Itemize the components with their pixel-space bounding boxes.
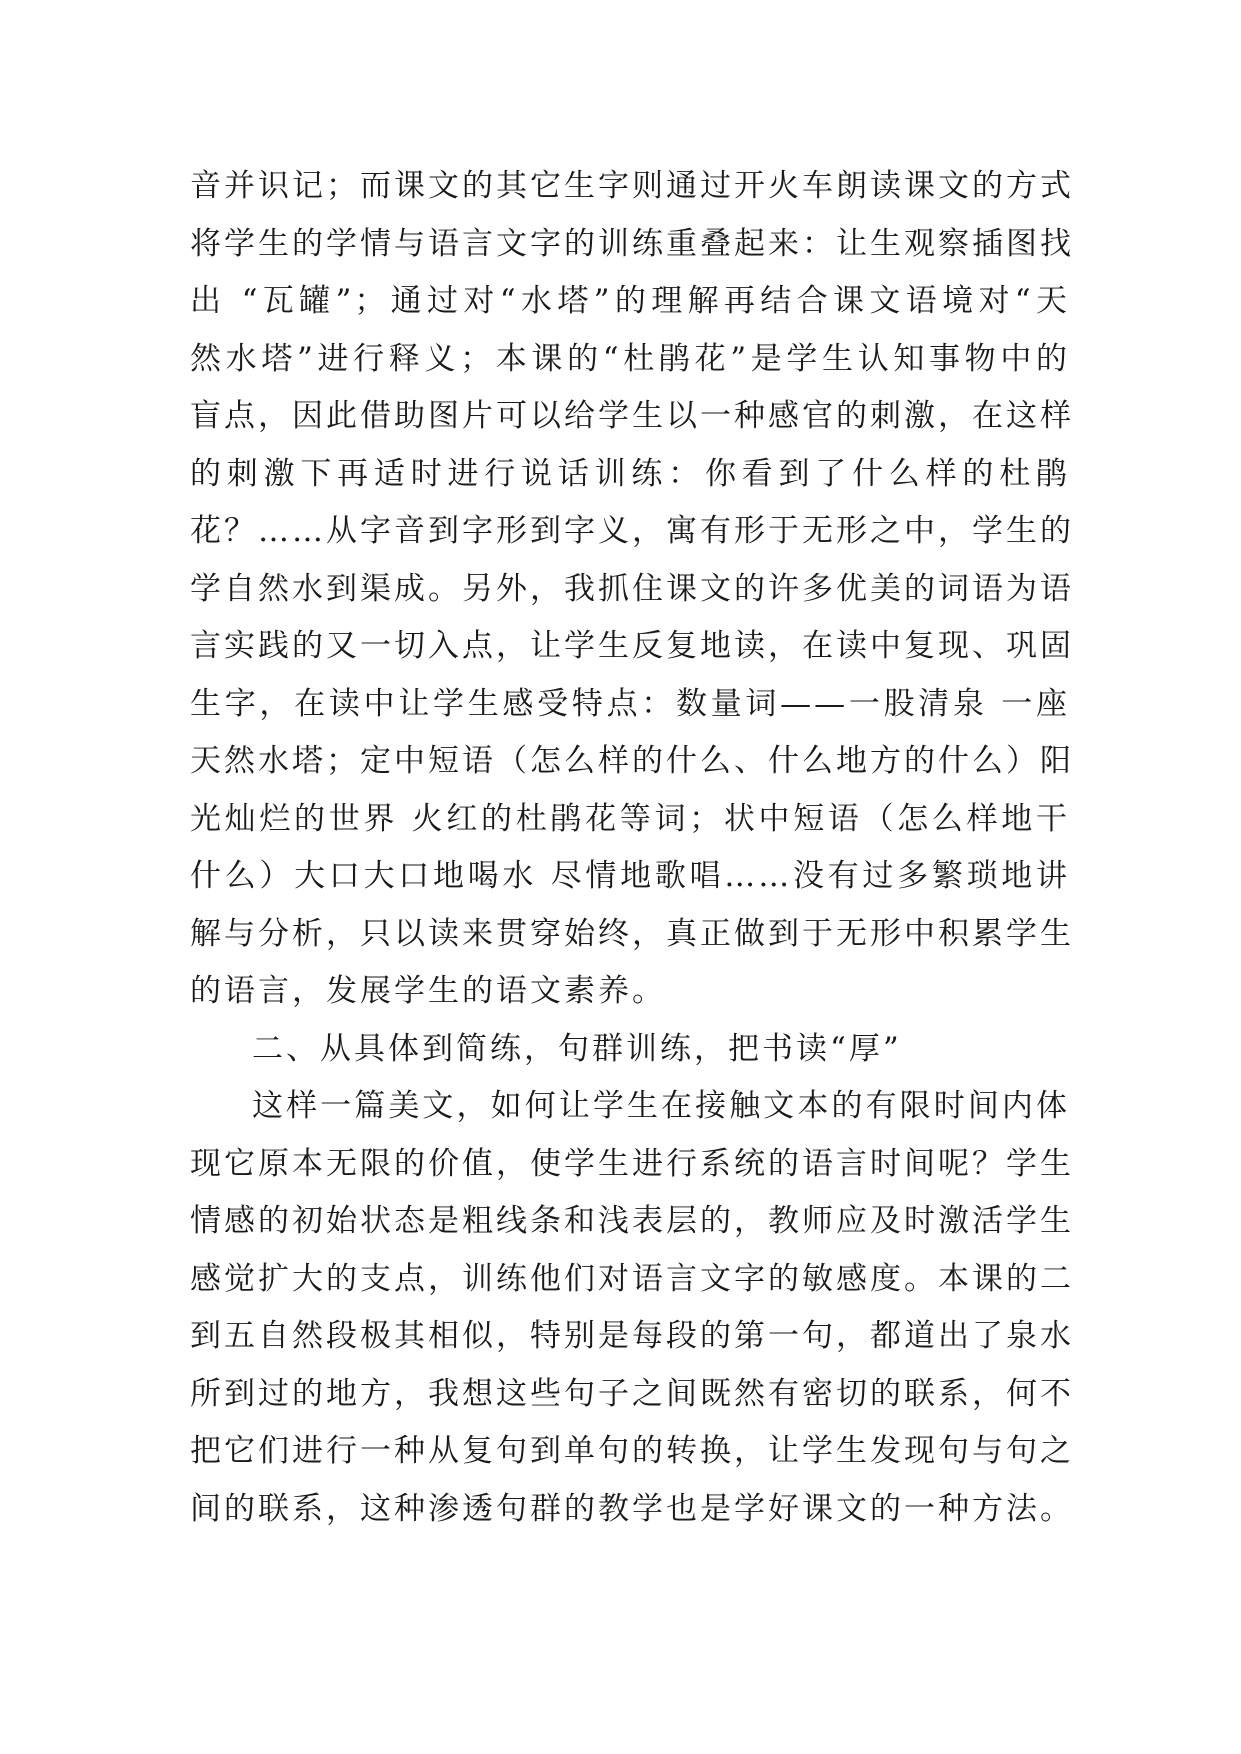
paragraph-line: 将学生的学情与语言文字的训练重叠起来：让生观察插图找 bbox=[190, 225, 1074, 262]
paragraph-line: 天然水塔；定中短语（怎么样的什么、什么地方的什么）阳 bbox=[190, 743, 1074, 779]
paragraph-line: 把它们进行一种从复句到单句的转换，让学生发现句与句之 bbox=[190, 1433, 1074, 1469]
paragraph-line: 什么）大口大口地喝水 尽情地歌唱……没有过多繁琐地讲 bbox=[190, 858, 1070, 894]
paragraph-line: 感觉扩大的支点，训练他们对语言文字的敏感度。本课的二 bbox=[190, 1260, 1074, 1297]
paragraph-line: 然水塔”进行释义；本课的“杜鹃花”是学生认知事物中的 bbox=[190, 340, 1070, 377]
paragraph-line: 间的联系，这种渗透句群的教学也是学好课文的一种方法。 bbox=[190, 1490, 1074, 1527]
paragraph-line: 学自然水到渠成。另外，我抓住课文的许多优美的词语为语 bbox=[190, 570, 1074, 607]
paragraph-line: 出 “瓦罐”；通过对“水塔”的理解再结合课文语境对“天 bbox=[190, 283, 1070, 319]
paragraph-line: 解与分析，只以读来贯穿始终，真正做到于无形中积累学生 bbox=[190, 915, 1074, 952]
paragraph-line: 所到过的地方，我想这些句子之间既然有密切的联系，何不 bbox=[190, 1375, 1074, 1412]
paragraph-line: 这样一篇美文，如何让学生在接触文本的有限时间内体 bbox=[252, 1088, 1070, 1124]
paragraph-line: 到五自然段极其相似，特别是每段的第一句，都道出了泉水 bbox=[190, 1318, 1074, 1354]
paragraph-line: 的语言，发展学生的语文素养。 bbox=[190, 973, 666, 1009]
paragraph-line: 盲点，因此借助图片可以给学生以一种感官的刺激，在这样 bbox=[190, 398, 1074, 434]
paragraph-line: 花？……从字音到字形到字义，寓有形于无形之中，学生的 bbox=[190, 513, 1074, 549]
paragraph-line: 情感的初始状态是粗线条和浅表层的，教师应及时激活学生 bbox=[190, 1203, 1074, 1239]
paragraph-line: 的刺激下再适时进行说话训练：你看到了什么样的杜鹃 bbox=[190, 455, 1070, 492]
paragraph-line: 光灿烂的世界 火红的杜鹃花等词；状中短语（怎么样地干 bbox=[190, 800, 1070, 837]
paragraph-line: 现它原本无限的价值，使学生进行系统的语言时间呢？学生 bbox=[190, 1145, 1074, 1182]
paragraph-line: 言实践的又一切入点，让学生反复地读，在读中复现、巩固 bbox=[190, 628, 1074, 664]
paragraph-line: 音并识记；而课文的其它生字则通过开火车朗读课文的方式 bbox=[190, 168, 1074, 204]
document-body bbox=[190, 158, 1074, 1538]
paragraph-line: 生字，在读中让学生感受特点：数量词——一股清泉 一座 bbox=[190, 685, 1070, 722]
section-heading: 二、从具体到简练，句群训练，把书读“厚” bbox=[252, 1030, 902, 1067]
